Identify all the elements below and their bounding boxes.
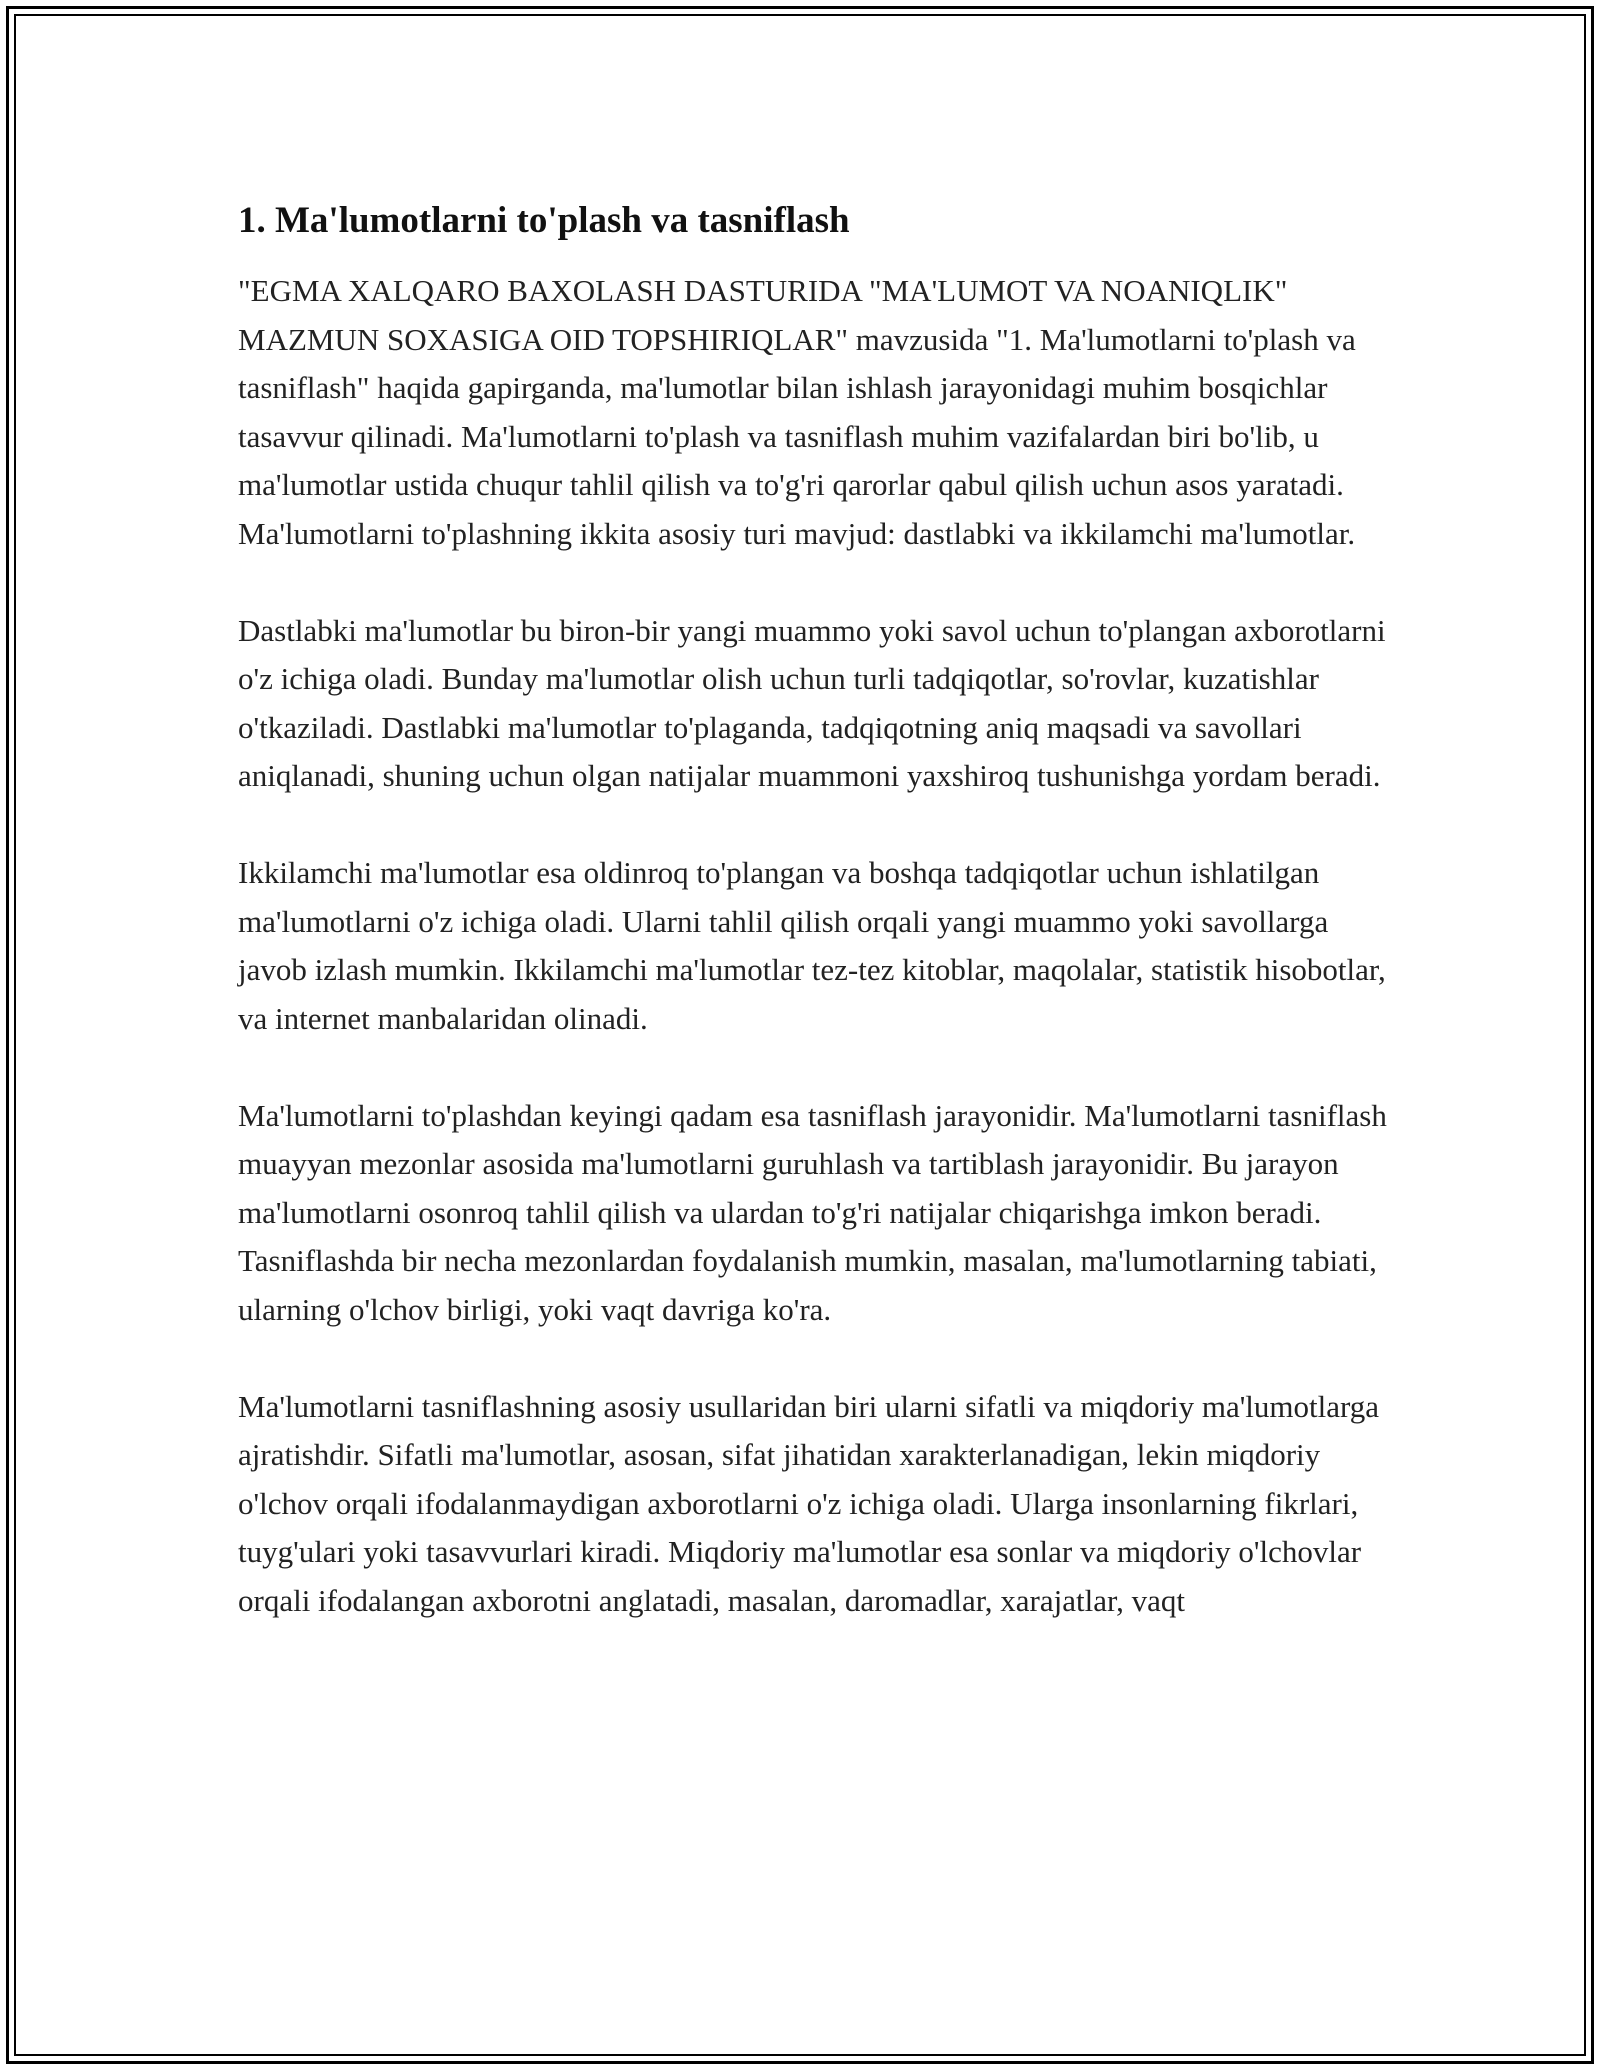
document-content (238, 197, 1388, 1625)
paragraph-secondary-data: Ikkilamchi ma'lumotlar esa oldinroq to'plangan va boshqa tadqiqotlar uchun ishlatilgan ma'lumotlarni o'z ichiga oladi. Ularni tahlil qilish orqali yangi muammo yoki savollarga javob izlash mumkin. Ikkilamchi ma'lumotlar tez-tez kitoblar, maqolalar, statistik hisobotlar, va internet manbalaridan olinadi. (238, 855, 1386, 1036)
paragraph-primary-data: Dastlabki ma'lumotlar bu biron-bir yangi muammo yoki savol uchun to'plangan axborotlarni o'z ichiga oladi. Bunday ma'lumotlar olish uchun turli tadqiqotlar, so'rovlar, kuzatishlar o'tkaziladi. Dastlabki ma'lumotlar to'plaganda, tadqiqotning aniq maqsadi va savollari aniqlanadi, shuning uchun olgan natijalar muammoni yaxshiroq tushunishga yordam beradi. (238, 612, 1386, 793)
page-frame-outer (6, 6, 1594, 2064)
paragraph-intro: "EGMA XALQARO BAXOLASH DASTURIDA "MA'LUMOT VA NOANIQLIK" MAZMUN SOXASIGA OID TOPSHIRIQLAR" mavzusida "1. Ma'lumotlarni to'plash va tasniflash" haqida gapirganda, ma'lumotlar bilan ishlash jarayonidagi muhim bosqichlar tasavvur qilinadi. Ma'lumotlarni to'plash va tasniflash muhim vazifalardan biri bo'lib, u ma'lumotlar ustida chuqur tahlil qilish va to'g'ri qarorlar qabul qilish uchun asos yaratadi. Ma'lumotlarni to'plashning ikkita asosiy turi mavjud: dastlabki va ikkilamchi ma'lumotlar. (238, 273, 1356, 551)
paragraph-classification: Ma'lumotlarni to'plashdan keyingi qadam esa tasniflash jarayonidir. Ma'lumotlarni tasniflash muayyan mezonlar asosida ma'lumotlarni guruhlash va tartiblash jarayonidir. Bu jarayon ma'lumotlarni osonroq tahlil qilish va ulardan to'g'ri natijalar chiqarishga imkon beradi. Tasniflashda bir necha mezonlardan foydalanish mumkin, masalan, ma'lumotlarning tabiati, ularning o'lchov birligi, yoki vaqt davriga ko'ra. (238, 1097, 1387, 1327)
section-heading: 1. Ma'lumotlarni to'plash va tasniflash (238, 200, 850, 241)
paragraph-qualitative-quantitative: Ma'lumotlarni tasniflashning asosiy usullaridan biri ularni sifatli va miqdoriy ma'lumotlarga ajratishdir. Sifatli ma'lumotlar, asosan, sifat jihatidan xarakterlanadigan, lekin miqdoriy o'lchov orqali ifodalanmaydigan axborotlarni o'z ichiga oladi. Ularga insonlarning fikrlari, tuyg'ulari yoki tasavvurlari kiradi. Miqdoriy ma'lumotlar esa sonlar va miqdoriy o'lchovlar orqali ifodalangan axborotni anglatadi, masalan, daromadlar, xarajatlar, vaqt (238, 1388, 1380, 1618)
